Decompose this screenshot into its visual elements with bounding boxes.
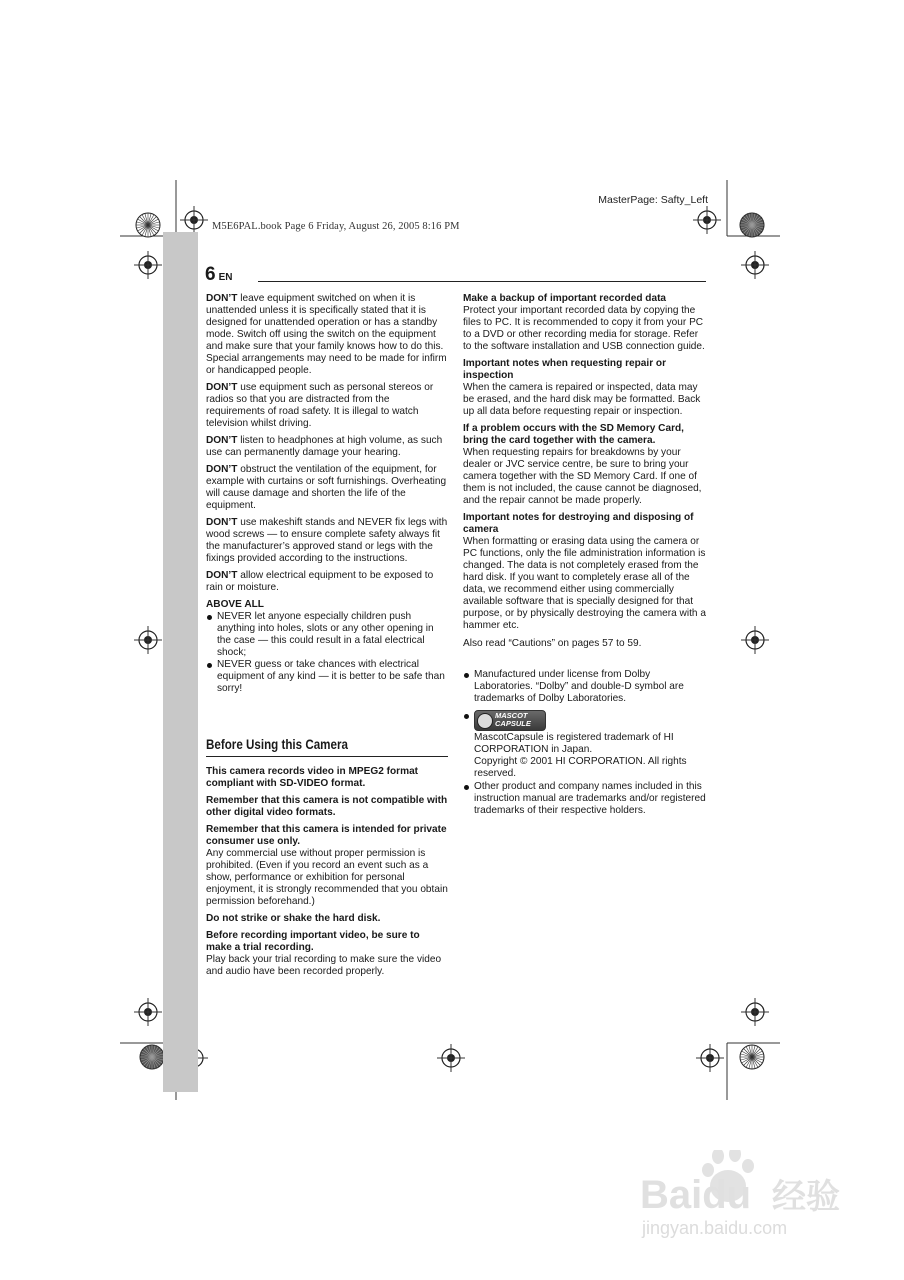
watermark-cn: 经验 xyxy=(772,1177,840,1217)
logo-ball-icon xyxy=(477,713,493,729)
watermark-brand: Baidu xyxy=(640,1173,752,1217)
dolby-text: Manufactured under license from Dolby Laboratories. “Dolby” and double-D symbol are trademarks of Dolby Laboratories. xyxy=(474,669,684,704)
note-body: When the camera is repaired or inspected, data may be erased, and the hard disk may be formatted. Back up all data before requesting repair or inspection. xyxy=(463,382,701,417)
note-body: Any commercial use without proper permission is prohibited. (Even if you record an event such as a show, performance or exhibition for personal enjoyment, it is strongly recommended that you obtain permission beforehand.) xyxy=(206,848,448,907)
note-heading: Remember that this camera is not compatible with other digital video formats. xyxy=(206,795,448,818)
dont-text: listen to headphones at high volume, as such use can permanently damage your hearing. xyxy=(206,435,443,458)
dont-text: obstruct the ventilation of the equipment, for example with curtains or soft furnishings. Overheating will cause damage and shorten the life of the equipment. xyxy=(206,464,447,511)
other-item xyxy=(463,781,709,817)
mascot-copyright: Copyright © 2001 HI CORPORATION. All rights reserved. xyxy=(474,756,687,779)
dolby-item xyxy=(463,669,709,705)
note-body: Play back your trial recording to make sure the video and audio have been recorded properly. xyxy=(206,954,442,977)
dont-paragraph xyxy=(206,435,448,459)
baidu-watermark xyxy=(640,1150,890,1260)
masterpage-label: MasterPage: Safty_Left xyxy=(598,194,708,206)
dont-text: use makeshift stands and NEVER fix legs with wood screws — to ensure complete safety always fit the manufacturer’s approved stand or legs with the fixings provided according to the instructions. xyxy=(206,517,448,564)
dont-label: DON’T xyxy=(206,570,238,581)
language-label: EN xyxy=(218,272,233,283)
note-paragraph xyxy=(463,512,709,632)
note-body: When requesting repairs for breakdowns by your dealer or JVC service centre, be sure to bring your camera together with the SD Memory Card. If one of them is not included, the cause cannot be diagnosed, and the repair cannot be made properly. xyxy=(463,447,702,506)
note-heading: Important notes when requesting repair or inspection xyxy=(463,358,667,381)
watermark-url: jingyan.baidu.com xyxy=(642,1218,788,1238)
above-all-list xyxy=(206,611,448,695)
dont-paragraph xyxy=(206,293,448,377)
page-number-value: 6 xyxy=(205,264,216,285)
note-body: Protect your important recorded data by copying the files to PC. It is recommended to copy it from your PC to a DVD or other recording media for storage. Refer to the software installation and USB connection guide. xyxy=(463,305,705,352)
left-column xyxy=(206,293,448,695)
dont-paragraph xyxy=(206,382,448,430)
dont-label: DON’T xyxy=(206,464,238,475)
dont-text: use equipment such as personal stereos or radios so that you are distracted from the requirements of road safety. It is illegal to watch television whilst driving. xyxy=(206,382,434,429)
above-all-item: NEVER let anyone especially children push anything into holes, slots or any other opening in the case — this could result in a fatal electrical shock; xyxy=(206,611,448,659)
file-info-line: M5E6PAL.book Page 6 Friday, August 26, 2005 8:16 PM xyxy=(212,221,460,232)
section-title-text: Before Using this Camera xyxy=(206,737,348,752)
logo-text-2: CAPSULE xyxy=(495,719,531,728)
also-read: Also read “Cautions” on pages 57 to 59. xyxy=(463,638,642,649)
dont-label: DON’T xyxy=(206,517,238,528)
other-text: Other product and company names included in this instruction manual are trademarks and/or registered trademarks of their respective holders. xyxy=(474,781,706,816)
dont-paragraph xyxy=(206,570,448,594)
right-notes xyxy=(463,293,709,632)
note-paragraph xyxy=(206,766,448,790)
mascot-capsule-logo xyxy=(474,710,546,731)
dont-text: allow electrical equipment to be exposed to rain or moisture. xyxy=(206,570,434,593)
logo-text-1: MASCOT xyxy=(495,711,528,720)
note-heading: Before recording important video, be sure to make a trial recording. xyxy=(206,930,420,953)
dont-paragraph xyxy=(206,464,448,512)
header-rule xyxy=(258,281,706,282)
note-paragraph xyxy=(206,824,448,908)
note-paragraph xyxy=(463,293,709,353)
note-heading: If a problem occurs with the SD Memory Card, bring the card together with the camera. xyxy=(463,423,684,446)
camera-notes xyxy=(206,766,448,983)
note-body: When formatting or erasing data using the camera or PC functions, only the file administration information is changed. The data is not completely erased from the hard disk. If you want to completely erase all of the data, we recommend either using commercially available software that is specially designed for that purpose, or by physically destroying the camera with a hammer etc. xyxy=(463,536,706,631)
dont-label: DON’T xyxy=(206,435,238,446)
above-all-item: NEVER guess or take chances with electrical equipment of any kind — it is better to be safe than sorry! xyxy=(206,659,448,695)
note-heading: Make a backup of important recorded data xyxy=(463,293,667,304)
section-rule xyxy=(206,756,448,757)
right-column xyxy=(463,293,709,817)
mascot-item xyxy=(463,710,709,731)
dont-text: leave equipment switched on when it is unattended unless it is specifically stated that it is designed for unattended operation or has a standby mode. Switch off using the switch on the equipment and make sure that your family knows how to do this. Special arrangements may need to be made for infirm or handicapped people. xyxy=(206,293,447,376)
note-paragraph xyxy=(463,358,709,418)
dont-list xyxy=(206,293,448,594)
section-title xyxy=(206,737,448,752)
note-heading: This camera records video in MPEG2 format compliant with SD-VIDEO format. xyxy=(206,766,419,789)
above-all-title: ABOVE ALL xyxy=(206,599,264,610)
note-paragraph xyxy=(206,913,448,925)
note-heading: Do not strike or shake the hard disk. xyxy=(206,913,381,924)
note-heading: Remember that this camera is intended for private consumer use only. xyxy=(206,824,447,847)
note-heading: Important notes for destroying and disposing of camera xyxy=(463,512,694,535)
mascot-text: MascotCapsule is registered trademark of HI CORPORATION in Japan. xyxy=(474,732,674,755)
dont-paragraph xyxy=(206,517,448,565)
note-paragraph xyxy=(463,423,709,507)
page-number xyxy=(205,264,232,286)
gray-sidebar xyxy=(163,232,198,1092)
dont-label: DON’T xyxy=(206,293,238,304)
dont-label: DON’T xyxy=(206,382,238,393)
note-paragraph xyxy=(206,930,448,978)
note-paragraph xyxy=(206,795,448,819)
